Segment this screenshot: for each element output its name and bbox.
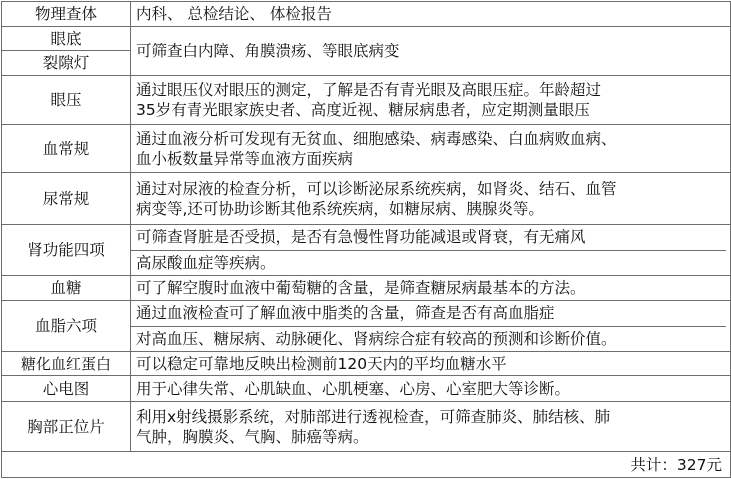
item-description: 内科、 总检结论、 体检报告 [131, 2, 731, 27]
item-name: 尿常规 [2, 173, 131, 225]
table-row [2, 301, 731, 352]
item-name: 糖化血红蛋白 [2, 352, 131, 376]
item-name: 眼压 [2, 76, 131, 125]
blank-cell [2, 452, 131, 478]
table-row [2, 276, 731, 301]
item-description: 利用x射线摄影系统，对肺部进行透视检查，可筛查肺炎、肺结核、肺 气肿，胸膜炎、气胸、肺癌等病。 [131, 402, 731, 452]
item-name: 血脂六项 [2, 301, 131, 352]
table-row [2, 125, 731, 173]
item-name: 肾功能四项 [2, 225, 131, 276]
table-row [2, 2, 731, 27]
item-description: 可筛查肾脏是否受损，是否有急慢性肾功能减退或肾衰，有无痛风 高尿酸血症等疾病。 [131, 225, 731, 276]
item-name: 心电图 [2, 376, 131, 402]
item-name: 血常规 [2, 125, 131, 173]
item-description: 用于心律失常、心肌缺血、心肌梗塞、心房、心室肥大等诊断。 [131, 376, 731, 402]
table-row [2, 76, 731, 125]
total-row [2, 452, 731, 478]
item-description: 通过对尿液的检查分析，可以诊断泌尿系统疾病，如肾炎、结石、血管 病变等,还可协助诊断其他系统疾病，如糖尿病、胰腺炎等。 [131, 173, 731, 225]
item-description: 可了解空腹时血液中葡萄糖的含量，是筛查糖尿病最基本的方法。 [131, 276, 731, 301]
table-row [2, 225, 731, 276]
checkup-table [1, 1, 731, 478]
table-row [2, 27, 731, 51]
item-description: 通过眼压仪对眼压的测定，了解是否有青光眼及高眼压症。年龄超过 35岁有青光眼家族史者、高度近视、糖尿病患者，应定期测量眼压 [131, 76, 731, 125]
item-description: 可筛查白内障、角膜溃疡、等眼底病变 [131, 27, 731, 76]
table-row [2, 376, 731, 402]
item-name: 眼底 [2, 27, 131, 51]
item-name: 血糖 [2, 276, 131, 301]
table-row [2, 352, 731, 376]
item-description: 通过血液分析可发现有无贫血、细胞感染、病毒感染、白血病败血病、 血小板数量异常等血液方面疾病 [131, 125, 731, 173]
table-row [2, 173, 731, 225]
table-row [2, 402, 731, 452]
total-price: 共计：327元 [131, 452, 731, 478]
item-description: 可以稳定可靠地反映出检测前120天内的平均血糖水平 [131, 352, 731, 376]
item-name: 物理查体 [2, 2, 131, 27]
item-name: 胸部正位片 [2, 402, 131, 452]
item-name: 裂隙灯 [2, 51, 131, 76]
item-description: 通过血液检查可了解血液中脂类的含量，筛查是否有高血脂症 对高血压、糖尿病、动脉硬化、肾病综合症有较高的预测和诊断价值。 [131, 301, 731, 352]
